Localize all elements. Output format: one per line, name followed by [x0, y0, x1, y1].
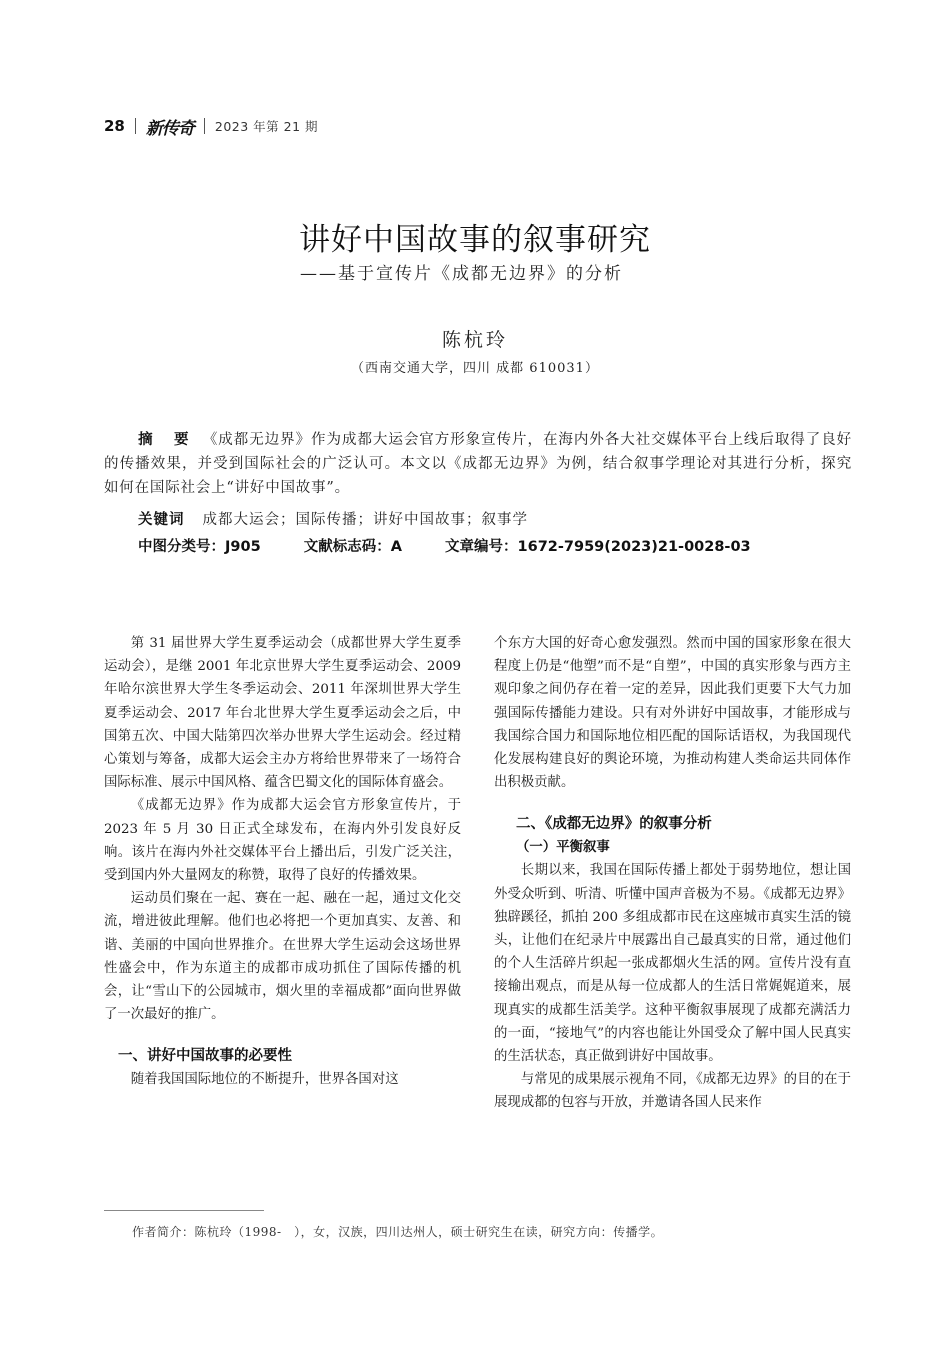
author-name: 陈杭玲: [441, 329, 508, 351]
keywords-label: 关键词: [138, 512, 185, 528]
section-heading: 二、《成都无边界》的叙事分析: [516, 816, 712, 833]
journal-logo: 新传奇: [145, 118, 194, 139]
paragraph: 《成都无边界》作为成都大运会官方形象宣传片，于 2023 年 5 月 30 日正式全球发布，在海内外引发良好反响。该片在海内外社交媒体平台上播出后，引发广泛关注，受到国内外大量网友的称赞，取得了良好的传播效果。: [104, 798, 461, 884]
paragraph: 运动员们聚在一起、赛在一起、融在一起，通过文化交流，增进彼此理解。他们也必将把一个更加真实、友善、和谐、美丽的中国向世界推介。在世界大学生运动会这场世界性盛会中，作为东道主的成都市成功抓住了国际传播的机会，让“雪山下的公园城市，烟火里的幸福成都”面向世界做了一次最好的推广。: [104, 891, 461, 1023]
abstract-label: 摘 要: [138, 432, 197, 448]
article-title: 讲好中国故事的叙事研究: [299, 222, 651, 258]
keywords: [138, 508, 528, 529]
paragraph: 长期以来，我国在国际传播上都处于弱势地位，想让国外受众听到、听清、听懂中国声音极为不易。《成都无边界》独辟蹊径，抓拍 200 多组成都市民在这座城市真实生活的镜头，让他们在纪录片中展露出自己最真实的日常，通过他们的个人生活碎片织起一张成都烟火生活的网。宣传片没有直接输出观点，而是从每一位成都人的生活日常娓娓道来，展现真实的成都生活美学。这种平衡叙事展现了成都充满活力的一面，“接地气”的内容也能让外国受众了解中国人民真实的生活状态，真正做到讲好中国故事。: [494, 863, 851, 1065]
paragraph: 个东方大国的好奇心愈发强烈。然而中国的国家形象在很大程度上仍是“他塑”而不是“自塑”，中国的真实形象与西方主观印象之间仍存在着一定的差异，因此我们更要下大气力加强国际传播能力建设。只有对外讲好中国故事，才能形成与我国综合国力和国际地位相匹配的国际话语权，为我国现代化发展构建良好的舆论环境，为推动构建人类命运共同体作出积极贡献。: [494, 636, 851, 791]
paragraph: 第 31 届世界大学生夏季运动会（成都世界大学生夏季运动会），是继 2001 年北京世界大学生夏季运动会、2009 年哈尔滨世界大学生冬季运动会、2011 年深圳世界大学生夏季运动会、2017 年台北世界大学生夏季运动会之后，中国第五次、中国大陆第四次举办世界大学生运动会。经过精心策划与筹备，成都大运会主办方将给世界带来了一场符合国际标准、展示中国风格、蕴含巴蜀文化的国际体育盛会。: [104, 636, 461, 791]
running-header: [104, 113, 318, 139]
author-footnote: 作者简介：陈杭玲（1998- ），女，汉族，四川达州人，硕士研究生在读，研究方向：传播学。: [132, 1225, 664, 1239]
document-code: 文献标志码：A: [303, 539, 402, 555]
footnote-rule: [104, 1210, 264, 1211]
right-column: [494, 632, 851, 1115]
header-divider: [204, 118, 205, 134]
paragraph: 与常见的成果展示视角不同，《成都无边界》的目的在于展现成都的包容与开放，并邀请各国人民来作: [494, 1072, 851, 1111]
article-subtitle: ——基于宣传片《成都无边界》的分析: [300, 264, 623, 284]
issue-label: 2023 年第 21 期: [214, 119, 319, 134]
author-affiliation: （西南交通大学，四川 成都 610031）: [351, 361, 599, 376]
section-heading: 一、讲好中国故事的必要性: [118, 1048, 292, 1065]
abstract: [104, 428, 852, 500]
clc-number: 中图分类号：J905: [138, 539, 261, 555]
article-number: 文章编号：1672-7959(2023)21-0028-03: [445, 539, 751, 555]
paragraph: 随着我国国际地位的不断提升，世界各国对这: [130, 1072, 399, 1088]
page-number: 28: [104, 117, 125, 135]
abstract-text: 《成都无边界》作为成都大运会官方形象宣传片，在海内外各大社交媒体平台上线后取得了良好的传播效果，并受到国际社会的广泛认可。本文以《成都无边界》为例，结合叙事学理论对其进行分析，探究如何在国际社会上“讲好中国故事”。: [104, 432, 852, 496]
subsection-heading: （一）平衡叙事: [516, 840, 610, 856]
keywords-text: 成都大运会；国际传播；讲好中国故事；叙事学: [202, 512, 528, 528]
header-divider: [135, 118, 136, 134]
left-column: [104, 632, 461, 1092]
classification-line: [138, 535, 789, 556]
